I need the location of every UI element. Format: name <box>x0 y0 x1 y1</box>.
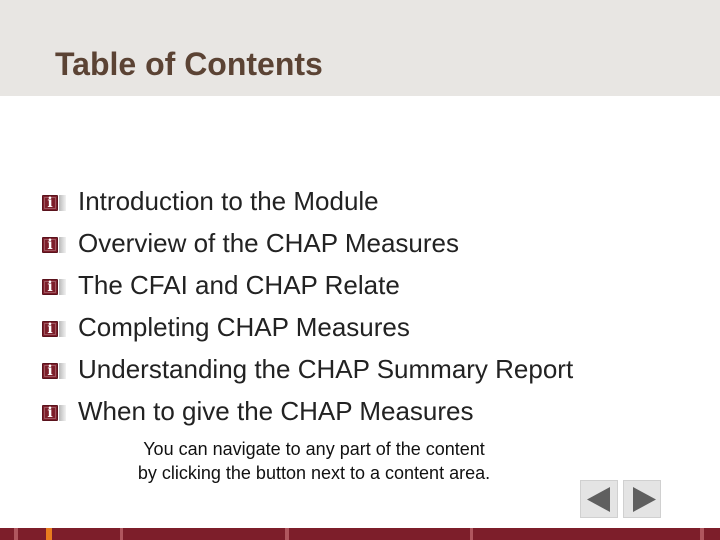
toc-item-label[interactable]: Introduction to the Module <box>78 186 379 216</box>
footer-accent <box>14 528 18 540</box>
header-bar <box>0 0 720 96</box>
toc-item-label[interactable]: Completing CHAP Measures <box>78 312 410 342</box>
toc-item-when-to-give[interactable] <box>40 390 680 432</box>
page-title: Table of Contents <box>55 46 323 82</box>
triangle-left-icon <box>581 481 619 519</box>
info-button-icon[interactable]: i <box>40 235 69 255</box>
navigation-hint <box>104 437 524 485</box>
toc-item-label[interactable]: Overview of the CHAP Measures <box>78 228 459 258</box>
toc-item-introduction[interactable] <box>40 180 680 222</box>
footer-bar <box>0 528 720 540</box>
toc-item-cfai-chap[interactable] <box>40 264 680 306</box>
footer-accent <box>700 528 704 540</box>
toc-item-summary-report[interactable] <box>40 348 680 390</box>
footer-accent <box>46 528 52 540</box>
navigation-hint-line: by clicking the button next to a content area. <box>137 463 491 483</box>
footer-accent <box>120 528 123 540</box>
footer-accent <box>470 528 473 540</box>
triangle-right-icon <box>624 481 662 519</box>
toc-item-label[interactable]: The CFAI and CHAP Relate <box>78 270 400 300</box>
info-button-icon[interactable]: i <box>40 403 69 423</box>
toc-item-label[interactable]: Understanding the CHAP Summary Report <box>78 354 574 384</box>
toc-item-completing[interactable] <box>40 306 680 348</box>
table-of-contents <box>40 180 680 432</box>
toc-item-overview[interactable] <box>40 222 680 264</box>
info-button-icon[interactable]: i <box>40 361 69 381</box>
info-button-icon[interactable]: i <box>40 193 69 213</box>
footer-accent <box>285 528 289 540</box>
navigation-hint-line: You can navigate to any part of the content <box>143 439 485 459</box>
previous-button[interactable] <box>580 480 618 518</box>
next-button[interactable] <box>623 480 661 518</box>
info-button-icon[interactable]: i <box>40 319 69 339</box>
info-button-icon[interactable]: i <box>40 277 69 297</box>
toc-item-label[interactable]: When to give the CHAP Measures <box>78 396 474 426</box>
